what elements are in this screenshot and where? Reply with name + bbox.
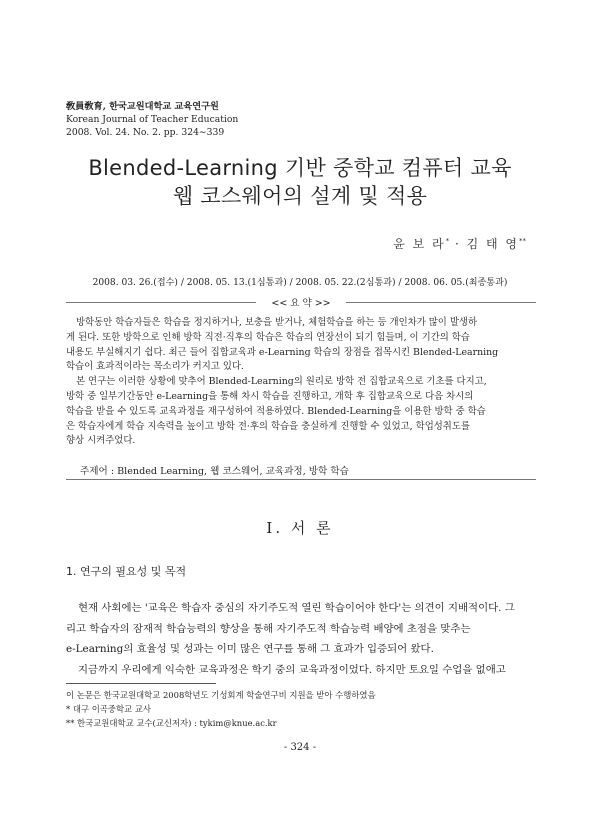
abstract-line: 방학 중 일부기간동안 e-Learning을 통해 차시 학습을 진행하고, 개학 후 집합교육으로 다음 차시의 — [66, 390, 474, 402]
abstract-heading-label: << 요 약 >> — [271, 298, 331, 309]
author-1: 윤 보 라 — [393, 237, 446, 251]
footnotes — [66, 688, 376, 730]
abstract-rule-right — [346, 302, 536, 303]
abstract-line: 은 학습자에게 학습 지속력을 높이고 방학 전·후의 학습을 충실하게 진행할 수 있었고, 학업성취도를 — [66, 420, 470, 432]
author-separator: · — [449, 237, 467, 251]
body-text — [66, 598, 538, 680]
review-dates: 2008. 03. 26.(접수) / 2008. 05. 13.(1심통과) / 2008. 05. 22.(2심통과) / 2008. 06. 05.(최종통과) — [92, 278, 508, 288]
journal-name-english: Korean Journal of Teacher Education — [66, 114, 239, 125]
journal-volume: 2008. Vol. 24. No. 2. pp. 324∼339 — [66, 127, 225, 138]
abstract-line: 게 된다. 또한 방학으로 인해 방학 직전·직후의 학습은 학습의 연장선이 되기 힘들며, 이 기간의 학습 — [66, 331, 470, 343]
author-1-mark: * — [445, 237, 450, 245]
body-line: 지금까지 우리에게 익숙한 교육과정은 학기 중의 교육과정이었다. 하지만 토요일 수업을 없애고 — [78, 663, 506, 676]
abstract-line: 학습을 받을 수 있도록 교육과정을 재구성하여 적용하였다. Blended-Learning을 이용한 방학 중 학습 — [66, 405, 486, 417]
author-2: 김 태 영 — [466, 237, 519, 251]
footnote-author-1: * 대구 이곡중학교 교사 — [66, 704, 151, 714]
author-2-mark: ** — [519, 237, 526, 245]
title-line-2: 웹 코스웨어의 설계 및 적용 — [172, 184, 428, 208]
footnote-author-2: ** 한국교원대학교 교수(교신저자) : tykim@knue.ac.kr — [66, 718, 277, 728]
body-line: 리고 학습자의 잠재적 학습능력의 향상을 통해 자기주도적 학습능력 배양에 초점을 맞추는 — [66, 622, 471, 635]
paper-title — [0, 154, 600, 210]
abstract-line: 방학동안 학습자들은 학습을 정지하거나, 보충을 받거나, 체험학습을 하는 등 개인차가 많이 발생하 — [76, 317, 477, 328]
abstract-heading — [66, 296, 536, 308]
abstract-line: 학습이 효과적이라는 목소리가 커지고 있다. — [66, 361, 244, 373]
abstract-line: 내용도 부실해지기 쉽다. 최근 들어 집합교육과 e-Learning 학습의 장점을 접목시킨 Blended-Learning — [66, 346, 499, 358]
journal-info — [66, 100, 238, 139]
authors — [393, 235, 526, 252]
subsection-heading: 1. 연구의 필요성 및 목적 — [66, 565, 187, 578]
page-number: - 324 - — [283, 742, 317, 753]
keywords: 주제어 : Blended Learning, 웹 코스웨어, 교육과정, 방학 학습 — [80, 466, 349, 477]
abstract-body — [66, 316, 536, 449]
title-line-1: Blended-Learning 기반 중학교 컴퓨터 교육 — [88, 156, 512, 180]
body-line: 현재 사회에는 '교육은 학습자 중심의 자기주도적 열린 학습이어야 한다'는 의견이 지배적이다. 그 — [78, 602, 515, 614]
footnote-rule — [66, 683, 216, 684]
body-line: e-Learning의 효율성 및 성과는 이미 많은 연구를 통해 그 효과가 입증되어 왔다. — [66, 643, 434, 655]
footnote-funding: 이 논문은 한국교원대학교 2008학년도 기성회계 학술연구비 지원을 받아 수행하였음 — [66, 690, 376, 700]
abstract-line: 본 연구는 이러한 상황에 맞추어 Blended-Learning의 원리로 방학 전 집합교육으로 기초를 다지고, — [76, 376, 487, 388]
section-heading: Ⅰ. 서 론 — [266, 519, 334, 537]
abstract-line: 향상 시켜주었다. — [66, 435, 136, 447]
abstract-bottom-rule — [66, 479, 536, 480]
journal-name-korean: 敎員敎育, 한국교원대학교 교육연구원 — [66, 101, 219, 112]
